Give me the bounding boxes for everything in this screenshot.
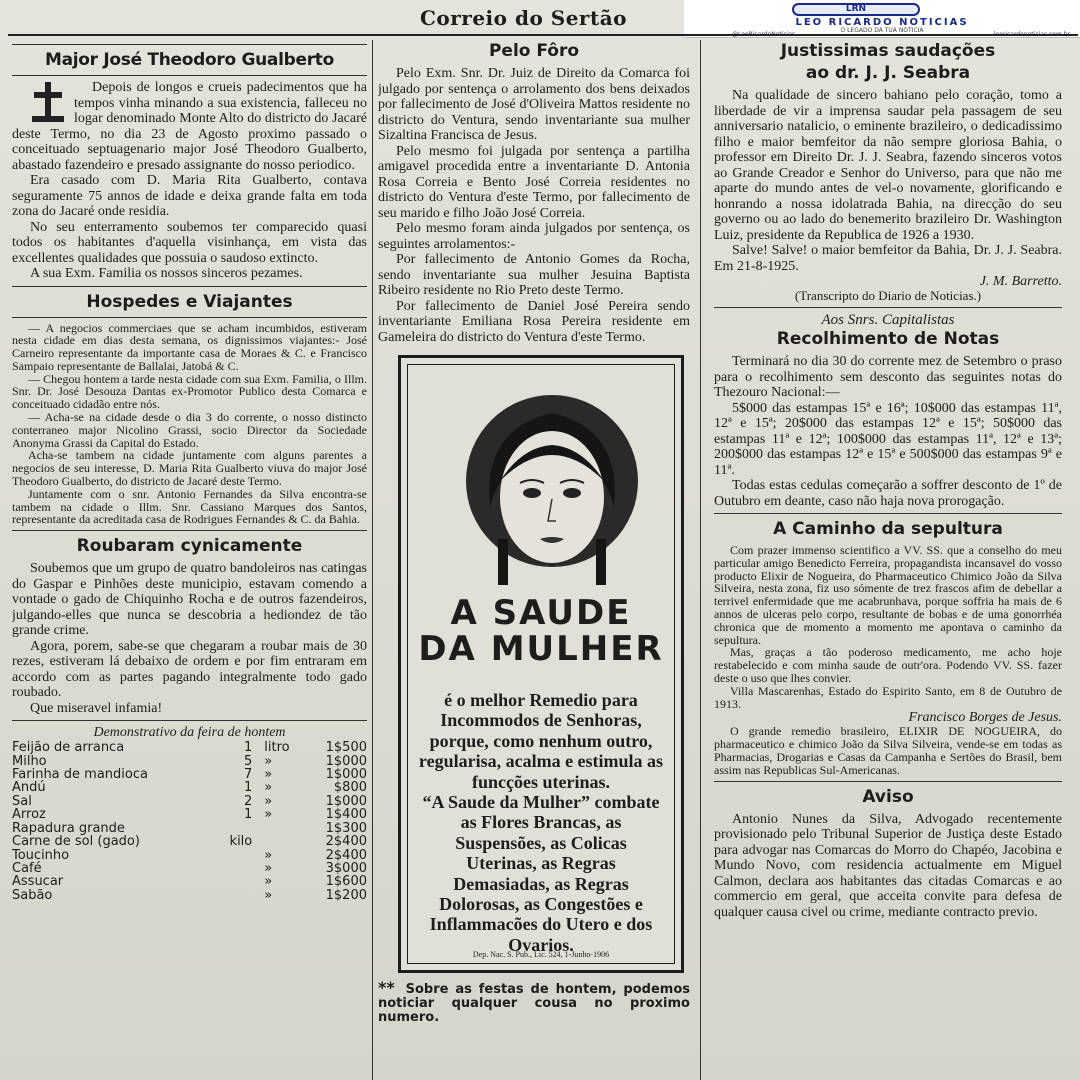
ad-title-line: A SAUDE — [450, 593, 632, 633]
sepultura-title: A Caminho da sepultura — [773, 519, 1003, 539]
signature: J. M. Barretto. — [979, 274, 1062, 289]
feira-row — [12, 781, 367, 794]
logo-social-handle: @LeoRicardoNoticias — [732, 31, 796, 38]
article-paragraph: Salve! Salve! o maior bemfeitor da Bahia, Dr. J. J. Seabra. Em 21-8-1925. — [714, 243, 1062, 274]
feira-qty — [215, 875, 258, 888]
feira-unit: » — [264, 874, 273, 890]
feira-item: Milho — [12, 753, 47, 769]
ad-copy-paragraph: “A Saude da Mulher” combate as Flores Brancas, as Suspensões, as Colicas Uterinas, as Regras Demasiadas, as Regras Dolorosas, as Congestões e Inflammacões do Utero e dos Ovarios. — [422, 792, 660, 955]
feira-item: Feijão de arranca — [12, 740, 125, 756]
article-paragraph: Na qualidade de sincero bahiano pelo coração, tomo a liberdade de vir a imprensa saudar pela passagem de seu anniversario natalicio, o eminente brazileiro, o dedicadissimo filho e maior bemfeitor da não sempre gloriosa Bahia, o professor em Direito Dr. J. J. Seabra, fazendo sinceros votos ao Grande Creador e Senhor do Universo, para que não me aparte do mundo antes de vel-o novamente, glorificando e honrando a nossa idolatrada Bahia, na direcção do seu governo ou ao lado do benemerito brazileiro Dr. Washington Luiz, presidente da Republica de 1926 a 1930. — [714, 88, 1062, 243]
watermark-logo[interactable] — [684, 0, 1080, 38]
feira-unit — [258, 835, 305, 848]
feira-price: 1$200 — [325, 887, 367, 903]
feira-unit: » — [264, 847, 273, 863]
section-rule — [714, 781, 1062, 782]
column-left — [12, 40, 367, 1080]
feira-item: Café — [12, 860, 42, 876]
feira-qty: kilo — [229, 834, 253, 850]
notas-title: Recolhimento de Notas — [776, 329, 1000, 349]
feira-unit: » — [264, 887, 273, 903]
feira-qty: 5 — [243, 753, 253, 769]
article-paragraph: Pelo mesmo foram ainda julgados por sentença, os seguintes arrolamentos:- — [378, 221, 690, 252]
feira-row — [12, 862, 367, 875]
feira-row — [12, 768, 367, 781]
feira-item: Carne de sol (gado) — [12, 834, 140, 850]
feira-qty — [215, 889, 258, 902]
feira-price: $800 — [333, 780, 367, 796]
feira-price: 1$300 — [325, 820, 367, 836]
signature: Francisco Borges de Jesus. — [908, 710, 1062, 726]
section-rule — [12, 44, 367, 45]
section-rule — [12, 317, 367, 318]
feira-item: Arroz — [12, 807, 46, 823]
article-paragraph: Que miseravel infamia! — [30, 700, 163, 716]
hospedes-title: Hospedes e Viajantes — [86, 291, 293, 312]
article-paragraph: Depois de longos e crueis padecimentos que ha tempos vinha minando a sua existencia, falleceu no logar denominado Monte Alto do districto do Jacaré deste Termo, no dia 23 de Agosto proximo passado o conceituado septuagenario major José Theodoro Gualberto, abastado fazendeiro e presado assignante do nosso periodico. — [12, 80, 367, 173]
obituary-title: Major José Theodoro Gualberto — [44, 50, 335, 70]
feira-item: Rapadura grande — [12, 820, 125, 836]
feira-row — [12, 835, 367, 848]
feira-item: Assucar — [12, 874, 64, 890]
column-middle — [378, 40, 690, 1080]
aviso-title: Aviso — [862, 786, 914, 807]
section-rule — [12, 530, 367, 531]
feira-row — [12, 889, 367, 902]
article-paragraph: Por fallecimento de Antonio Gomes da Rocha, sendo inventariante sua mulher Jesuina Baptista Ribeiro residente no Rio Preto deste Termo. — [378, 252, 690, 298]
article-paragraph: Soubemos que um grupo de quatro bandoleiros nas catingas do Gaspar e Pinhões deste municipio, estavam comendo a vontade o gado de Chiquinho Rocha e de outros fazendeiros, julgando-elles que nunca se descobria a hediondez de tão grande crime. — [12, 561, 367, 639]
feira-price-table — [12, 741, 367, 902]
foro-title: Pelo Fôro — [488, 41, 580, 61]
feira-price: 1$000 — [325, 753, 367, 769]
feira-price: 1$000 — [325, 767, 367, 783]
logo-name: LEO RICARDO NOTICIAS — [795, 17, 969, 28]
article-paragraph: Por fallecimento de Daniel José Pereira sendo inventariante Emiliana Rosa Pereira residente em Gameleira do districto do Ventura d'este Termo. — [378, 298, 690, 345]
asterisk-mark: ** — [378, 978, 395, 997]
feira-item: Andú — [12, 780, 46, 796]
feira-item: Farinha de mandioca — [12, 767, 148, 783]
feira-qty: 1 — [243, 807, 253, 823]
feira-qty: 7 — [243, 767, 253, 783]
festas-note — [378, 978, 690, 1025]
article-paragraph: — Acha-se na cidade desde o dia 3 do corrente, o nosso distincto conterraneo major Nicolino Grassi, socio Director da Sociedade Anonyma Grassi da Capital do Estado. — [12, 410, 367, 450]
feira-unit — [258, 822, 305, 835]
ad-copy-paragraph: é o melhor Remedio para Incommodos de Senhoras, porque, como nenhum outro, regularisa, acalma e estimula as funcções uterinas. — [418, 690, 664, 792]
feira-qty: 1 — [243, 740, 253, 756]
section-rule — [714, 513, 1062, 514]
feira-row — [12, 822, 367, 835]
feira-row — [12, 808, 367, 821]
headline-line: ao dr. J. J. Seabra — [805, 63, 971, 83]
article-paragraph: Todas estas cedulas começarão a soffrer desconto de 1º de Outubro em deante, caso não haja nova prorogação. — [714, 478, 1062, 509]
saude-da-mulher-ad — [398, 355, 684, 973]
notas-kicker: Aos Snrs. Capitalistas — [821, 312, 955, 328]
feira-price: 2$400 — [325, 847, 367, 863]
ad-frame — [407, 364, 675, 964]
feira-price: 1$600 — [325, 874, 367, 890]
section-rule — [714, 307, 1062, 308]
article-paragraph: A sua Exm. Familia os nossos sinceros pezames. — [30, 266, 303, 281]
article-paragraph: Terminará no dia 30 do corrente mez de Setembro o praso para o recolhimento sem desconto das seguintes notas do Thezouro Nacional:— — [714, 354, 1062, 400]
feira-unit: litro — [264, 740, 290, 756]
article-paragraph: Com prazer immenso scientifico a VV. SS. que a conselho do meu particular amigo Benedicto Ferreira, propagandista incansavel do vosso producto Elixir de Nogueira, do Pharmaceutico Chimico João da Silva Silveira, nesta zona, fiz uso sómente de trez frascos afim de debellar a terrivel enfermidade que me acabrunhava, porque soffria ha mais de 6 annos de ulceras pelo corpo, resultante de bobas e de uma gonorrhéa chronica que de momento a momento me apontava o caminho da sepultura. — [714, 543, 1062, 647]
article-paragraph: Pelo mesmo foi julgada por sentença a partilha amigavel procedida entre a inventariante D. Antonia Rosa Correia e Bento José Correia residentes no districto do Ventura d'este Termo, por fallecimento de seu marido e filho João José Correia. — [378, 143, 690, 221]
article-paragraph: Acha-se tambem na cidade juntamente com alguns parentes a negocios de seu interesse, D. Maria Rita Gualberto viuva do major José Theodoro Gualberto, do districto de Jacaré deste Termo. — [12, 448, 367, 489]
article-paragraph: Villa Mascarenhas, Estado do Espirito Santo, em 8 de Outubro de 1913. — [714, 683, 1062, 711]
feira-unit: » — [264, 807, 273, 823]
article-paragraph: O grande remedio brasileiro, ELIXIR DE NOGUEIRA, do pharmaceutico e chimico João da Silva Silveira, vende-se em todas as Pharmacias, Drogarias e Casas da Campanha e Sertões do Brasil, bem assim nas Republicas Sul-Americanas. — [714, 724, 1062, 777]
masthead: Correio do Sertão — [420, 6, 627, 30]
article-paragraph: Mas, graças a tão poderoso medicamento, me acho hoje restabelecido e com minha saude de outr'ora. Podendo VV. SS. fazer deste o uso que lhes convier. — [714, 645, 1062, 685]
cross-icon — [30, 82, 66, 122]
feira-item: Sabão — [12, 887, 53, 903]
feira-item: Toucinho — [12, 847, 70, 863]
woman-portrait-illustration — [452, 389, 652, 589]
article-paragraph: 5$000 das estampas 15ª e 16ª; 10$000 das estampas 11ª, 12ª e 15ª; 20$000 das estampas 12ª e 15ª; 50$000 das estampas 11ª e 12ª; 100$000 das estampas 11ª, 12ª e 13ª; 200$000 das estampas 12ª e 15ª e 500$000 das estampas 9ª e 11ª. — [714, 400, 1062, 478]
feira-title: Demonstrativo da feira de hontem — [93, 725, 286, 741]
logo-tagline: O LEGADO DA TUA NOTICIA — [840, 27, 924, 34]
note-text: Sobre as festas de hontem, podemos noticiar qualquer cousa no proximo numero. — [378, 982, 690, 1025]
article-paragraph: Juntamente com o snr. Antonio Fernandes da Silva encontra-se tambem na cidade o Illm. Snr. Cassiano Marques dos Santos, representante da acreditada casa de Rodrigues Fernandes & C. da Bahia. — [12, 486, 367, 527]
logo-mark: LRN — [792, 3, 920, 16]
article-paragraph: Antonio Nunes da Silva, Advogado recentemente provisionado pelo Tribunal Superior de Justiça deste Estado para advogar nas Comarcas do Morro do Chapéo, Jacobina e Mundo Novo, com residencia actualmente em Miguel Calmon, declara aos habitantes das citadas Comarcas e ao commercio em geral, que acceita convite para defesa de qualquer causa civel ou crime, mediante contracto previo. — [714, 811, 1062, 920]
masthead-rule — [8, 34, 1078, 36]
feira-unit: » — [264, 767, 273, 783]
feira-qty — [215, 822, 258, 835]
feira-qty — [215, 849, 258, 862]
article-paragraph: — Chegou hontem a tarde nesta cidade com sua Exm. Familia, o Illm. Snr. Dr. José Desouza Dantas ex-Promotor Publico desta Comarca e conceituado cidadão entre nós. — [12, 371, 367, 412]
roubaram-title: Roubaram cynicamente — [76, 536, 303, 557]
ad-copy — [418, 690, 664, 955]
feira-unit: » — [264, 793, 273, 809]
headline-line: Justissimas saudações — [780, 41, 996, 61]
feira-row — [12, 795, 367, 808]
feira-unit: » — [264, 860, 273, 876]
column-divider — [372, 40, 373, 1080]
feira-unit: » — [264, 780, 273, 796]
saudacoes-title — [714, 40, 1062, 84]
column-divider — [700, 40, 701, 1080]
feira-price: 1$400 — [325, 807, 367, 823]
feira-qty — [215, 862, 258, 875]
feira-row — [12, 875, 367, 888]
feira-price: 2$400 — [325, 834, 367, 850]
article-paragraph: No seu enterramento soubemos ter comparecido quasi todos os habitantes d'aquella visinhança, em vista das excellentes qualidades que possuia o saudoso extincto. — [12, 219, 367, 266]
feira-unit: » — [264, 753, 273, 769]
article-paragraph: Era casado com D. Maria Rita Gualberto, contava seguramente 75 annos de idade e deixa grande falta em toda zona do Jacaré onde residia. — [12, 173, 367, 219]
feira-row — [12, 741, 367, 754]
section-rule — [12, 75, 367, 76]
feira-price: 1$500 — [325, 740, 367, 756]
ad-license-footer: Dep. Nac. S. Pub., Lic. 524, 1-Junho-1906 — [472, 950, 610, 959]
feira-price: 3$000 — [325, 860, 367, 876]
feira-price: 1$000 — [325, 793, 367, 809]
feira-item: Sal — [12, 793, 32, 809]
logo-site: leoricardonoticias.com.br — [993, 31, 1070, 38]
ad-title — [408, 595, 674, 667]
section-rule — [12, 720, 367, 721]
article-paragraph: — A negocios commerciaes que se acham incumbidos, estiveram nesta cidade em dias desta semana, os dignissimos viajantes:- José Carneiro representante da importante casa de Moraes & C. e Francisco Sampaio representante de Ballalai, Jatobá & C. — [12, 320, 367, 373]
obituary-article — [12, 80, 367, 282]
feira-qty: 1 — [243, 780, 253, 796]
article-paragraph: Pelo Exm. Snr. Dr. Juiz de Direito da Comarca foi julgado por sentença o arrolamento dos bens deixados por fallecimento de José d'Oliveira Mattos residente no districto do Ventura, sendo inventariante sua mulher Sizaltina Francisca de Jesus. — [378, 66, 690, 143]
ad-title-line: DA MULHER — [418, 629, 664, 669]
feira-qty: 2 — [243, 793, 253, 809]
column-right — [714, 40, 1062, 1080]
feira-row — [12, 755, 367, 768]
section-rule — [12, 286, 367, 287]
article-paragraph: Agora, porem, sabe-se que chegaram a roubar mais de 30 rezes, estiveram lá debaixo de ordem e por fim entraram em accordo com as partes pagando integralmente todo gado roubado. — [12, 638, 367, 701]
credit-line: (Transcripto do Diario de Noticias.) — [794, 288, 982, 303]
feira-row — [12, 849, 367, 862]
